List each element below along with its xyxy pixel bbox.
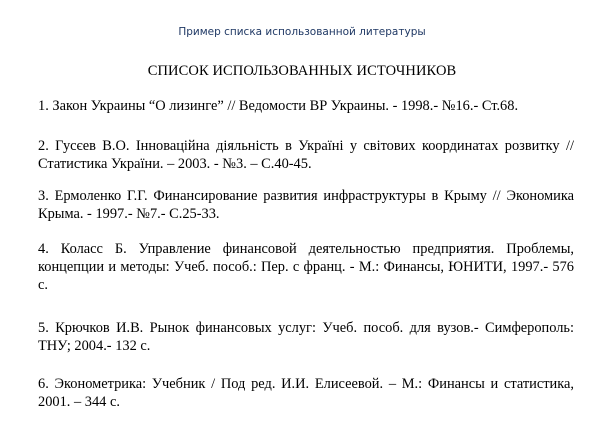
reference-item-4: 4. Коласс Б. Управление финансовой деятельностью предприятия. Проблемы, концепции и методы: Учеб. пособ.: Пер. с франц. - М.: Финансы, ЮНИТИ, 1997.- 576 с. xyxy=(38,241,574,293)
reference-item-1: 1. Закон Украины “О лизинге” // Ведомости ВР Украины. - 1998.- №16.- Ст.68. xyxy=(38,98,519,114)
reference-item-2: 2. Гусєев В.О. Інноваційна діяльність в Україні у світових координатах розвитку // Статистика України. – 2003. - №3. – С.40-45. xyxy=(38,138,574,172)
caption-title: Пример списка использованной литературы xyxy=(178,26,426,38)
bibliography-heading: СПИСОК ИСПОЛЬЗОВАННЫХ ИСТОЧНИКОВ xyxy=(147,63,457,79)
reference-item-5: 5. Крючков И.В. Рынок финансовых услуг: Учеб. пособ. для вузов.- Симферополь: ТНУ; 2004.- 132 с. xyxy=(38,320,574,354)
reference-item-6: 6. Эконометрика: Учебник / Под ред. И.И. Елисеевой. – М.: Финансы и статистика, 2001. – 344 с. xyxy=(38,376,574,410)
reference-item-3: 3. Ермоленко Г.Г. Финансирование развития инфраструктуры в Крыму // Экономика Крыма. - 1997.- №7.- С.25-33. xyxy=(38,188,574,222)
